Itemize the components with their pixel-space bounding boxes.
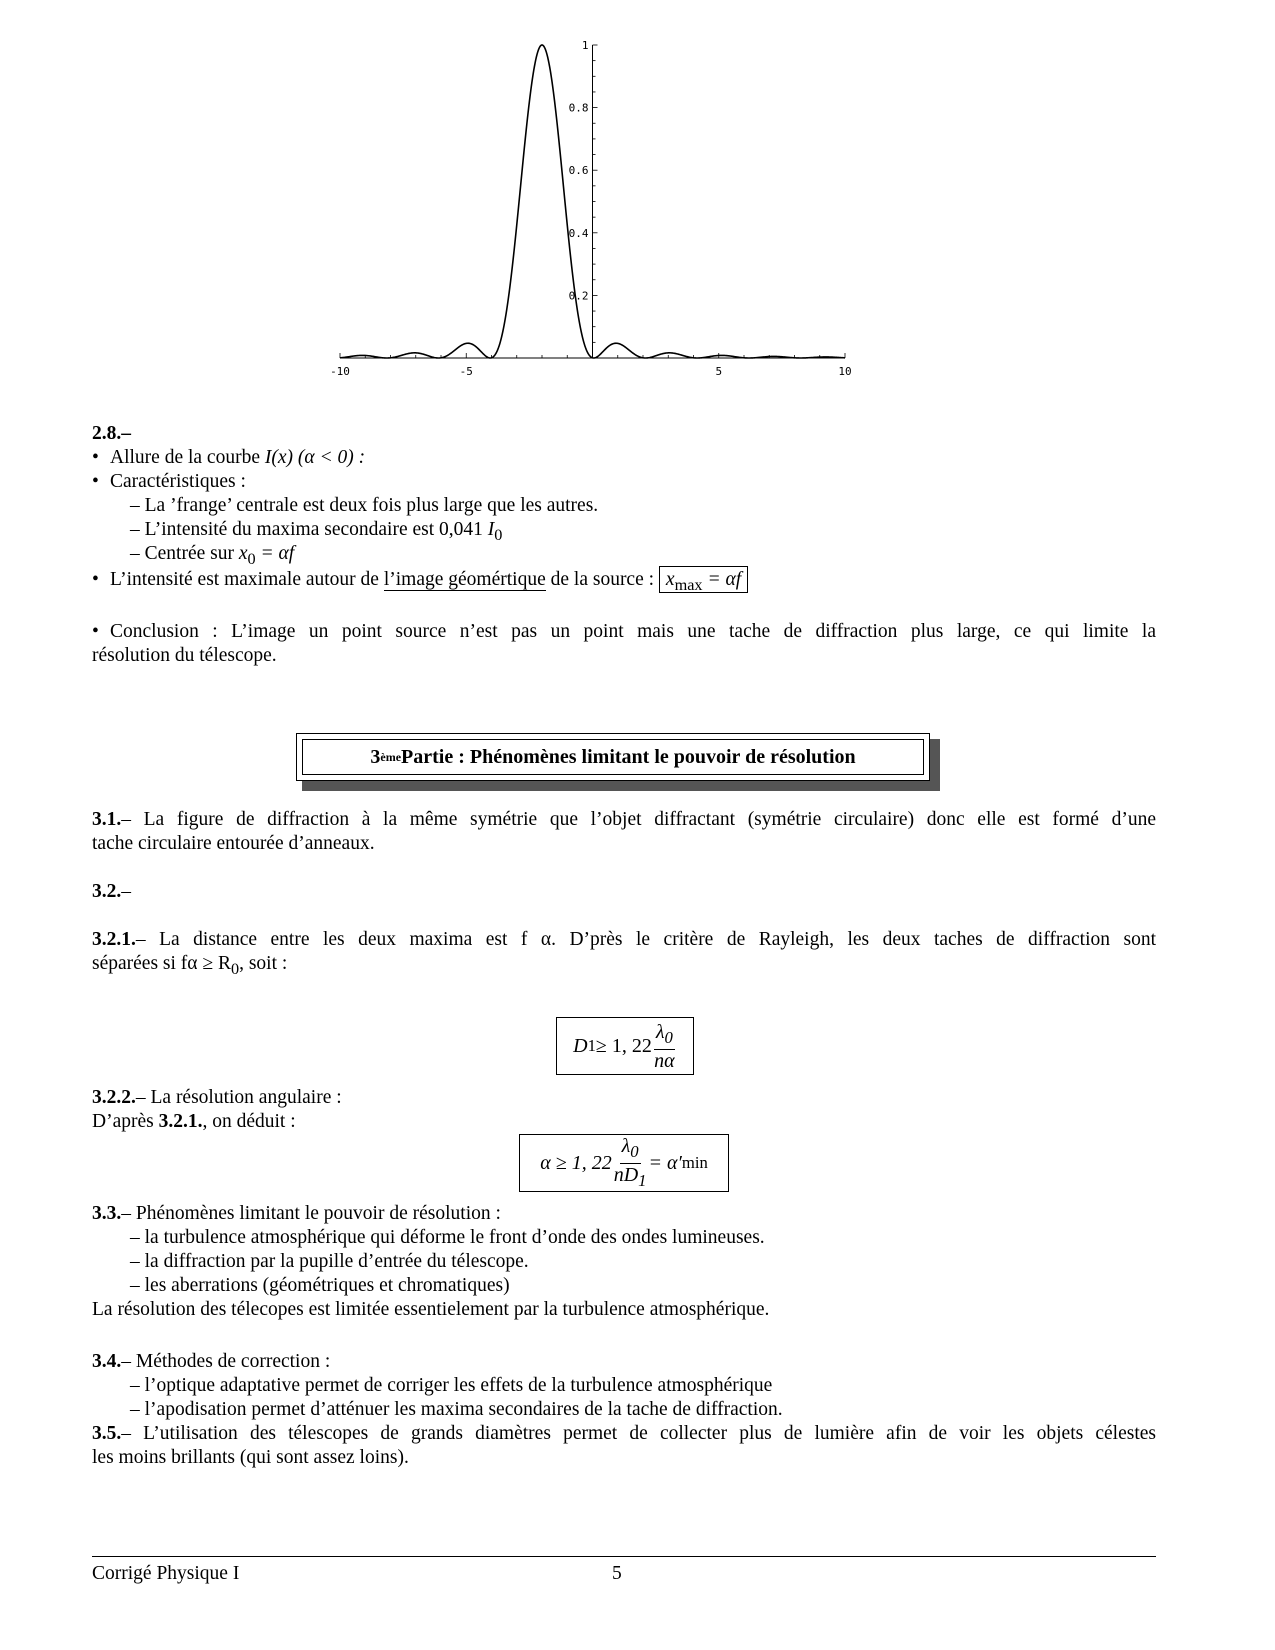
section-3-2-1-line-1: 3.2.1.– La distance entre les deux maxima est f α. D’près le critère de Rayleigh, les deux taches de diffraction sont: [92, 929, 1156, 950]
bullet-caracteristiques: • Caractéristiques :: [92, 471, 246, 492]
section-3-4-heading: 3.4.– Méthodes de correction :: [92, 1351, 331, 1372]
y-tick-label: 0.8: [568, 101, 589, 115]
page-number: 5: [612, 1563, 622, 1584]
bullet-intensite-max: • L’intensité est maximale autour de l’image géomértique de la source : $x_{max} = \alpha f$: [92, 568, 748, 597]
section-3-3-heading: 3.3.– Phénomènes limitant le pouvoir de résolution :: [92, 1203, 501, 1224]
x-tick-label: 5: [715, 365, 723, 378]
list-item: – l’apodisation permet d’atténuer les maxima secondaires de la tache de diffraction.: [130, 1399, 783, 1420]
x-tick-label: -5: [459, 365, 473, 378]
fraction-lambda-over-nalpha: $\frac{\lambda_0}{n\alpha}$: [654, 1020, 675, 1072]
section-3-1-line-1: 3.1.– La figure de diffraction à la même symétrie que l’objet diffractant (symétrie circulaire) donc elle est formé d’une: [92, 809, 1156, 830]
formula-d1-box: D 1 ≥ 1, 22 $\frac{\lambda_0}{n\alpha}$: [556, 1017, 694, 1075]
underlined-image-geometrique: l’image géomértique: [383, 569, 546, 590]
section-3-3-conclusion: La résolution des télecopes est limitée essentielement par la turbulence atmosphérique.: [92, 1299, 770, 1320]
part-3-title-box: [296, 733, 930, 781]
section-3-5-line-2: les moins brillants (qui sont assez loins).: [92, 1447, 409, 1468]
y-tick-label: 0.4: [568, 226, 589, 240]
section-3-2-2-line-2: D’après 3.2.1., on déduit :: [92, 1111, 296, 1132]
list-item: – l’optique adaptative permet de corriger les effets de la turbulence atmosphérique: [130, 1375, 773, 1396]
section-3-2-heading: 3.2.–: [92, 881, 131, 902]
bullet-allure: • Allure de la courbe I(x) (α < 0) :: [92, 447, 366, 468]
y-tick-label: 0.6: [568, 164, 589, 178]
list-item: – les aberrations (géométriques et chromatiques): [130, 1275, 510, 1296]
formula-alpha-box: α ≥ 1, 22 $\frac{\lambda_0}{nD_1}$ = α′ min: [519, 1134, 729, 1192]
title-box-frame: [296, 733, 930, 781]
section-2-8-heading: 2.8.–: [92, 423, 131, 444]
conclusion-line-2: résolution du télescope.: [92, 645, 277, 666]
fraction-lambda-over-nd1: $\frac{\lambda_0}{nD_1}$: [613, 1134, 647, 1190]
part-3-title: 3 ème Partie : Phénomènes limitant le pouvoir de résolution: [302, 739, 924, 775]
x-tick-label: -10: [330, 365, 350, 378]
section-3-5-line-1: 3.5.– L’utilisation des télescopes de grands diamètres permet de collecter plus de lumière afin de voir les objets célestes: [92, 1423, 1156, 1444]
footer-title: Corrigé Physique I: [92, 1563, 240, 1584]
intensity-plot: [330, 39, 860, 400]
y-tick-label: 1: [581, 39, 589, 52]
plot-ticks: [330, 39, 852, 378]
dash-item-centree: – Centrée sur $x_0 = \alpha f$: [130, 543, 295, 568]
x-tick-label: 10: [838, 365, 852, 378]
section-3-1-line-2: tache circulaire entourée d’anneaux.: [92, 833, 375, 854]
dash-item-intensite: – L’intensité du maxima secondaire est 0,041 $I_0$: [130, 519, 503, 544]
list-item: – la turbulence atmosphérique qui déforme le front d’onde des ondes lumineuses.: [130, 1227, 765, 1248]
y-tick-label: 0.2: [568, 289, 589, 303]
section-3-2-1-line-2: séparées si $f\alpha \ge R_0$, soit :: [92, 953, 288, 978]
section-3-2-2-line-1: 3.2.2.– La résolution angulaire :: [92, 1087, 342, 1108]
conclusion-line-1: • Conclusion : L’image un point source n’est pas un point mais une tache de diffraction plus large, ce qui limite la: [92, 621, 1156, 642]
list-item: – la diffraction par la pupille d’entrée du télescope.: [130, 1251, 529, 1272]
dash-item-frange: – La ’frange’ centrale est deux fois plus large que les autres.: [130, 495, 599, 516]
xmax-formula-box: $x_{max} = \alpha f$: [659, 566, 748, 593]
footer-rule: [92, 1556, 1156, 1557]
